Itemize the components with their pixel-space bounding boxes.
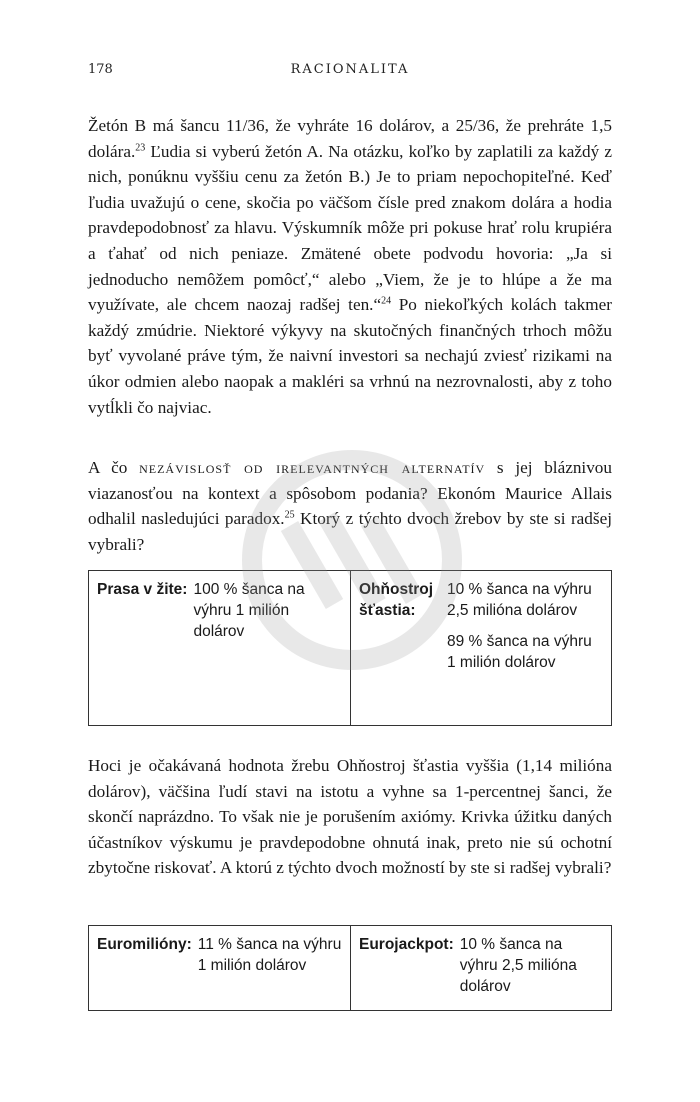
lottery-cell-left	[89, 571, 350, 725]
paragraph-allais	[88, 455, 612, 557]
page-header	[88, 62, 612, 82]
paragraph-text: Ľudia si vyberú žetón A. Na otázku, koľko by zaplatili za každý z nich, ponúknu vyššiu cenu za žetón B.) Je to priam nepochopiteľné. Keď ľudia uvažujú o cene, skočia po väčšom čísle pred znakom dolára a hodia pravdepodobnosť za hlavu. Výskumník môže pri pokuse hrať rolu krupiéra a ťahať od nich peniaze. Zmätené obete podvodu hovoria: „Ja si jednoducho nemôžem pomôcť,“ alebo „Viem, že je to hlúpe a že ma využívate, ale chcem naozaj radšej ten.“	[88, 141, 612, 315]
page-number: 178	[88, 62, 113, 77]
paragraph-text: Hoci je očakávaná hodnota žrebu Ohňostroj šťastia vyššia (1,14 milióna dolárov), väčšina ľudí stavi na istotu a vyhne sa 1-percentnej šanci, že skončí naprázdno. To však nie je porušením axiómy. Krivka úžitku daných účastníkov výskumu je pravdepodobne ohnutá inak, preto nie sú ochotní zbytočne riskovať. A ktorú z týchto dvoch možností by ste si radšej vybrali?	[88, 756, 612, 878]
lottery-option: 100 % šanca na výhru 1 milión dolárov	[193, 581, 305, 640]
paragraph-text: s jej bláznivou viazanosťou na kontext a spôsobom podania? Ekonóm Maurice Allais odhalil nasledujúci paradox.	[88, 458, 612, 529]
footnote-ref: 25	[284, 509, 295, 521]
lottery-options	[193, 579, 342, 717]
paragraph-chips	[88, 113, 612, 420]
lottery-options	[460, 934, 603, 1002]
lottery-cell-left	[89, 926, 350, 1010]
lottery-cell-right	[350, 926, 611, 1010]
lottery-label: Eurojackpot:	[359, 936, 454, 953]
lottery-options	[447, 579, 603, 717]
footnote-ref: 23	[135, 141, 146, 153]
lottery-option: 10 % šanca na výhru 2,5 milióna dolárov	[459, 936, 577, 995]
paragraph-expected-value	[88, 753, 612, 881]
footnote-ref: 24	[381, 295, 392, 307]
lottery-label: Ohňostroj šťastia:	[359, 581, 434, 619]
lottery-table-2	[88, 925, 612, 1011]
lottery-options	[198, 934, 342, 1002]
lottery-option: 11 % šanca na výhru 1 milión dolárov	[197, 936, 342, 974]
lottery-cell-right	[350, 571, 611, 725]
paragraph-text: Žetón B má šancu 11/36, že vyhráte 16 dolárov, a 25/36, že prehráte 1,5 dolára.	[88, 116, 612, 161]
lottery-label: Euromilióny:	[97, 936, 192, 953]
lottery-option: 89 % šanca na výhru 1 milión dolárov	[447, 633, 592, 671]
paragraph-text: A čo	[88, 458, 140, 477]
lottery-table-1	[88, 570, 612, 726]
paragraph-text: Po niekoľkých kolách takmer každý zmúdrie. Niektoré výkyvy na skutočných finančných trhoch môžu byť vyvolané práve tým, že naivní investori sa nechajú zviesť rizikami na úkor odmien alebo naopak a makléri sa vrhnú na nezrovnalosti, aby z toho vytĺkli čo najviac.	[88, 295, 612, 417]
paragraph-text: Ktorý z týchto dvoch žrebov by ste si radšej vybrali?	[88, 509, 612, 554]
lottery-label: Prasa v žite:	[97, 581, 188, 598]
lottery-option: 10 % šanca na výhru 2,5 milióna dolárov	[447, 581, 592, 619]
smallcaps-term: nezávislosť od irelevantných alternatív	[139, 458, 486, 477]
running-title: RACIONALITA	[290, 62, 410, 77]
